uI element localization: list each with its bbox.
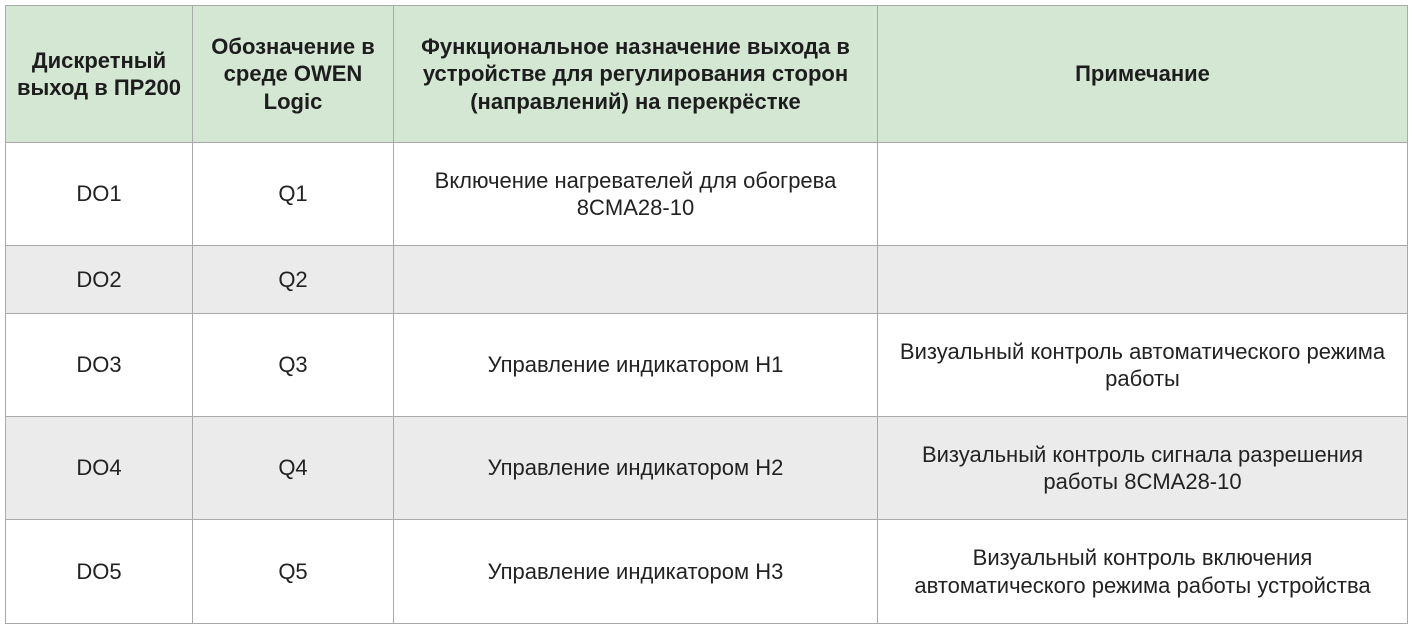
cell-designation: Q5 [193, 520, 394, 624]
cell-function: Управление индикатором H3 [394, 520, 878, 624]
cell-note [878, 143, 1408, 246]
header-discrete-output: Дискретный выход в ПР200 [6, 6, 193, 143]
outputs-table [5, 5, 1408, 624]
outputs-table-container [5, 5, 1407, 623]
cell-output: DO3 [6, 314, 193, 417]
cell-note [878, 246, 1408, 314]
cell-note: Визуальный контроль сигнала разрешения работы 8CMA28-10 [878, 417, 1408, 520]
cell-function [394, 246, 878, 314]
cell-output: DO4 [6, 417, 193, 520]
cell-designation: Q4 [193, 417, 394, 520]
cell-function: Управление индикатором H2 [394, 417, 878, 520]
table-row [6, 520, 1408, 624]
cell-note: Визуальный контроль автоматического режима работы [878, 314, 1408, 417]
cell-designation: Q3 [193, 314, 394, 417]
header-function: Функциональное назначение выхода в устройстве для регулирования сторон (направлений) на перекрёстке [394, 6, 878, 143]
cell-output: DO5 [6, 520, 193, 624]
header-designation: Обозначение в среде OWEN Logic [193, 6, 394, 143]
table-row [6, 417, 1408, 520]
cell-designation: Q2 [193, 246, 394, 314]
table-row [6, 143, 1408, 246]
cell-function: Управление индикатором H1 [394, 314, 878, 417]
cell-output: DO1 [6, 143, 193, 246]
cell-output: DO2 [6, 246, 193, 314]
table-row [6, 246, 1408, 314]
header-note: Примечание [878, 6, 1408, 143]
cell-function: Включение нагревателей для обогрева 8CMA28-10 [394, 143, 878, 246]
cell-designation: Q1 [193, 143, 394, 246]
table-row [6, 314, 1408, 417]
table-header-row [6, 6, 1408, 143]
cell-note: Визуальный контроль включения автоматического режима работы устройства [878, 520, 1408, 624]
